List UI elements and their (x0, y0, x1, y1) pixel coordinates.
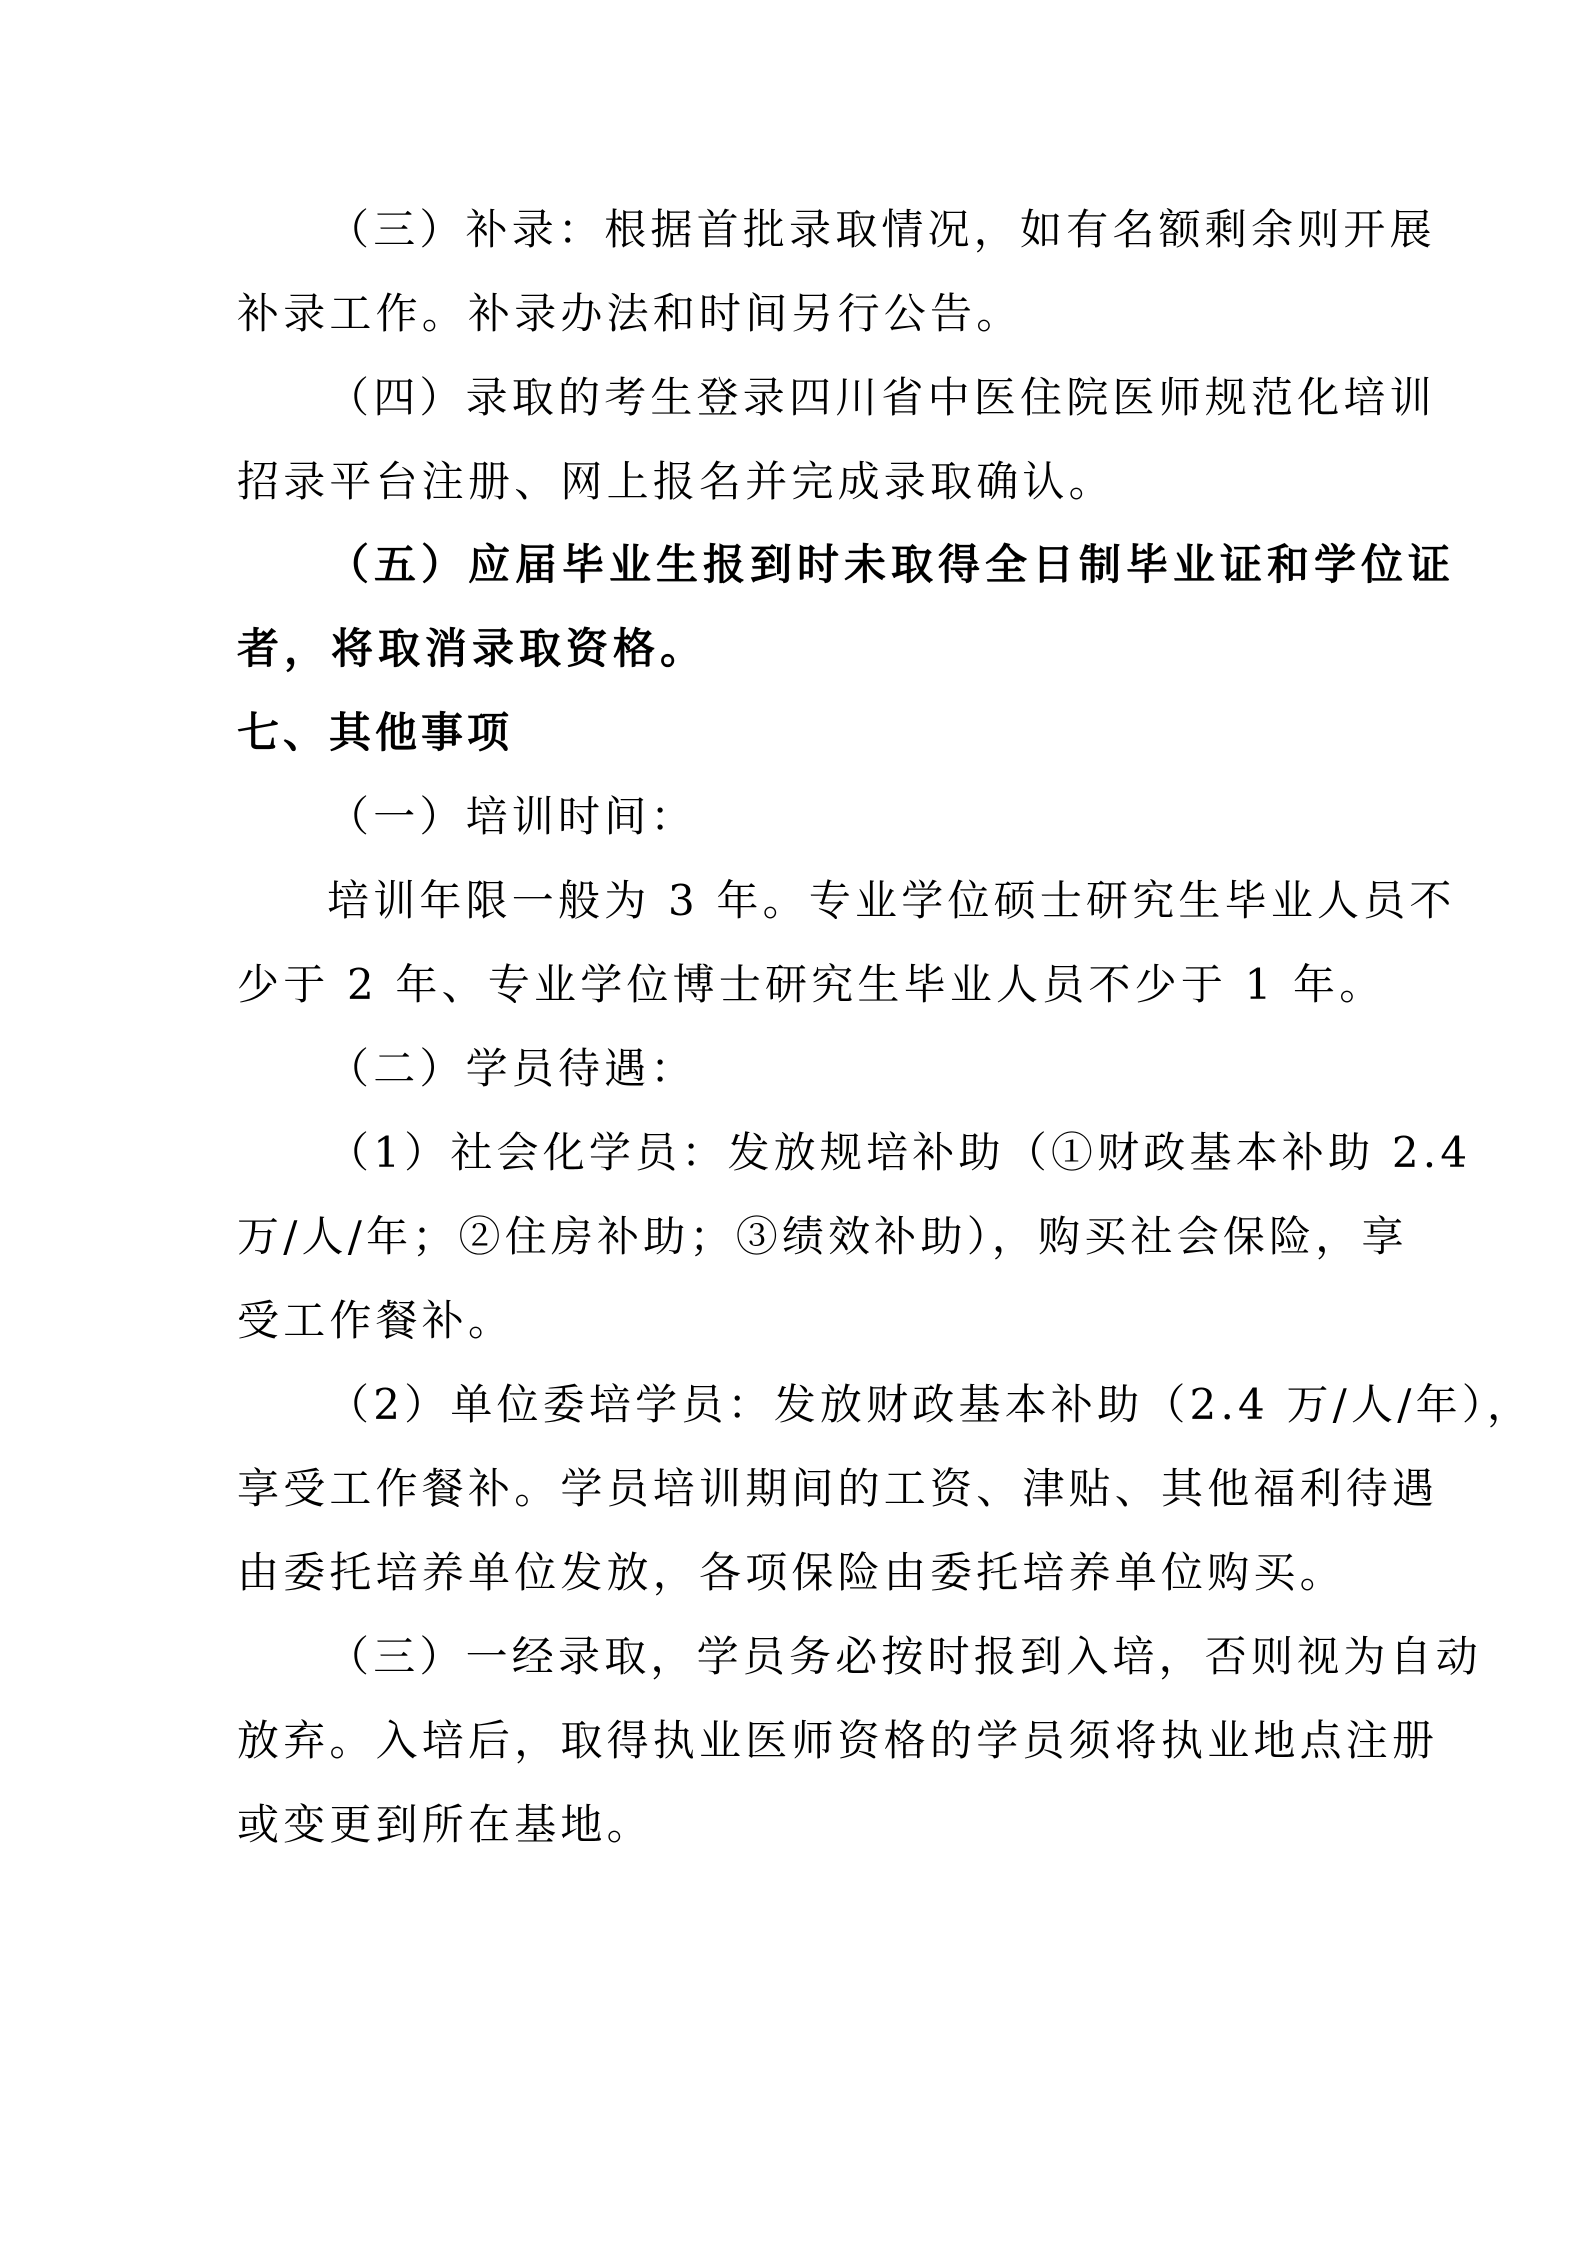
para-registration-line-1: （四）录取的考生登录四川省中医住院医师规范化培训 (327, 373, 1436, 422)
para-unit-trainee-line-1: （2）单位委培学员：发放财政基本补助（2.4 万/人/年）， (327, 1380, 1534, 1429)
para-supplementary-line-2: 补录工作。补录办法和时间另行公告。 (237, 289, 1023, 338)
para-supplementary-line-1: （三）补录：根据首批录取情况，如有名额剩余则开展 (327, 205, 1436, 254)
para-training-duration-line-2: 少于 2 年、专业学位博士研究生毕业人员不少于 1 年。 (237, 960, 1386, 1009)
para-reporting-line-3: 或变更到所在基地。 (237, 1800, 653, 1849)
para-social-trainee-line-3: 受工作餐补。 (237, 1296, 515, 1345)
para-unit-trainee-line-2: 享受工作餐补。学员培训期间的工资、津贴、其他福利待遇 (237, 1464, 1439, 1513)
para-unit-trainee-line-3: 由委托培养单位发放，各项保险由委托培养单位购买。 (237, 1548, 1346, 1597)
para-graduate-notice-line-1: （五）应届毕业生报到时未取得全日制毕业证和学位证 (327, 540, 1456, 589)
para-reporting-line-2: 放弃。入培后，取得执业医师资格的学员须将执业地点注册 (237, 1716, 1439, 1765)
subheading-trainee-benefits: （二）学员待遇： (327, 1044, 697, 1093)
subheading-training-time: （一）培训时间： (327, 792, 697, 841)
para-graduate-notice-line-2: 者，将取消录取资格。 (237, 624, 708, 673)
para-social-trainee-line-1: （1）社会化学员：发放规培补助（①财政基本补助 2.4 (327, 1128, 1472, 1177)
para-registration-line-2: 招录平台注册、网上报名并完成录取确认。 (237, 457, 1115, 506)
para-social-trainee-line-2: 万/人/年；②住房补助；③绩效补助），购买社会保险，享 (237, 1212, 1408, 1261)
para-training-duration-line-1: 培训年限一般为 3 年。专业学位硕士研究生毕业人员不 (327, 876, 1456, 925)
para-reporting-line-1: （三）一经录取，学员务必按时报到入培，否则视为自动 (327, 1632, 1483, 1681)
section-heading-other-matters: 七、其他事项 (237, 708, 514, 757)
